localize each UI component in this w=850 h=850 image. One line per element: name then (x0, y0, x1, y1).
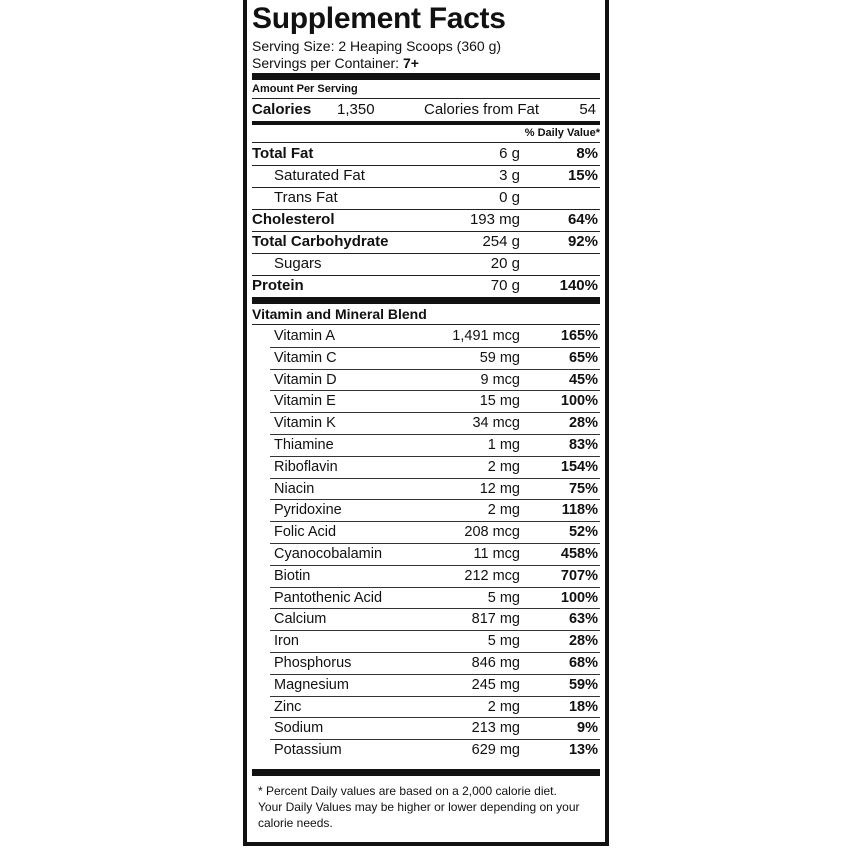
vitamin-daily-value: 165% (560, 328, 598, 344)
vitamin-name: Thiamine (274, 437, 334, 453)
vitamin-daily-value: 75% (568, 480, 598, 497)
thick-divider-top (252, 73, 600, 80)
vitamin-amount: 11 mcg (473, 546, 520, 562)
nutrient-row-sugars (252, 253, 600, 275)
blend-title: Vitamin and Mineral Blend (252, 306, 427, 322)
vitamin-daily-value: 45% (568, 371, 598, 388)
vitamin-name: Vitamin E (274, 393, 336, 410)
nutrient-amount: 3 g (499, 167, 520, 184)
vitamin-row (252, 608, 600, 630)
vitamin-amount: 59 mg (479, 349, 520, 366)
vitamin-name: Biotin (274, 567, 311, 584)
nutrient-name: Protein (252, 277, 304, 294)
supplement-facts-panel (243, 0, 609, 846)
vitamin-amount: 2 mg (487, 502, 520, 519)
nutrient-amount: 6 g (499, 145, 520, 162)
footnote-line-3: calorie needs. (258, 816, 333, 830)
vitamin-name: Vitamin C (274, 349, 337, 366)
nutrient-name: Trans Fat (274, 189, 338, 206)
daily-value-header: % Daily Value* (524, 127, 600, 139)
panel-inner (252, 0, 600, 842)
serving-size: Serving Size: 2 Heaping Scoops (360 g) (252, 38, 502, 54)
vitamin-row (252, 630, 600, 652)
vitamin-name: Zinc (274, 698, 302, 715)
servings-value: 7+ (402, 55, 419, 71)
vitamin-row (252, 499, 600, 521)
vitamin-daily-value: 458% (560, 546, 598, 562)
nutrient-daily-value: 15% (567, 167, 598, 184)
vitamin-daily-value: 63% (568, 611, 598, 628)
vitamin-row (252, 325, 600, 347)
nutrient-daily-value: 8% (576, 145, 598, 162)
nutrient-name: Sugars (274, 255, 322, 272)
vitamin-daily-value: 100% (560, 393, 598, 410)
vitamin-row (252, 739, 600, 761)
vitamin-row (252, 587, 600, 609)
nutrient-amount: 193 mg (469, 211, 520, 228)
amount-per-serving: Amount Per Serving (252, 83, 358, 95)
nutrient-daily-value: 140% (559, 277, 598, 294)
vitamin-daily-value: 52% (568, 524, 598, 541)
vitamin-row (252, 412, 600, 434)
vitamin-row (252, 717, 600, 739)
vitamin-daily-value: 18% (568, 698, 598, 715)
nutrient-amount: 0 g (499, 189, 520, 206)
vitamin-name: Vitamin D (274, 371, 337, 388)
nutrient-row-saturated-fat (252, 165, 600, 187)
vitamin-daily-value: 59% (568, 676, 598, 693)
vitamin-row (252, 674, 600, 696)
nutrient-row-trans-fat (252, 187, 600, 209)
vitamin-name: Cyanocobalamin (274, 546, 383, 562)
vitamin-amount: 212 mcg (464, 567, 520, 584)
vitamin-amount: 1,491 mcg (452, 328, 520, 344)
vitamin-row (252, 347, 600, 369)
vitamin-name: Pantothenic Acid (274, 589, 383, 606)
vitamin-name: Folic Acid (274, 524, 337, 541)
vitamin-amount: 2 mg (487, 458, 520, 475)
nutrient-row-total-carbohydrate (252, 231, 600, 253)
servings-label: Servings per Container: (252, 55, 400, 71)
vitamin-amount: 5 mg (487, 633, 520, 650)
vitamin-amount: 2 mg (487, 698, 520, 715)
vitamin-name: Calcium (274, 611, 327, 628)
vitamin-amount: 817 mg (471, 611, 520, 628)
nutrient-name: Cholesterol (252, 211, 335, 228)
calories-label: Calories (252, 101, 312, 118)
vitamin-amount: 245 mg (471, 676, 520, 693)
vitamin-daily-value: 65% (568, 349, 598, 366)
vitamin-name: Sodium (274, 720, 324, 737)
vitamin-row (252, 521, 600, 543)
nutrient-row-cholesterol (252, 209, 600, 231)
calories-row (252, 100, 600, 120)
vitamin-amount: 208 mcg (464, 524, 520, 541)
vitamin-daily-value: 154% (560, 458, 598, 475)
servings-per-container (252, 55, 419, 72)
thick-divider-middle (252, 297, 600, 304)
nutrient-daily-value: 92% (567, 233, 598, 250)
vitamin-daily-value: 83% (568, 437, 598, 453)
vitamin-daily-value: 68% (568, 655, 598, 671)
vitamin-name: Vitamin A (274, 328, 335, 344)
vitamin-row (252, 652, 600, 674)
vitamin-daily-value: 9% (577, 720, 598, 737)
vitamin-name: Potassium (274, 742, 342, 759)
footnote-line-2: Your Daily Values may be higher or lower depending on your (258, 800, 580, 814)
vitamin-name: Phosphorus (274, 655, 352, 671)
vitamin-amount: 15 mg (479, 393, 520, 410)
vitamin-daily-value: 100% (560, 589, 598, 606)
nutrient-name: Total Carbohydrate (252, 233, 389, 250)
vitamin-row (252, 543, 600, 565)
nutrient-amount: 70 g (490, 277, 520, 294)
vitamin-daily-value: 28% (568, 633, 598, 650)
vitamin-row (252, 478, 600, 500)
nutrient-amount: 20 g (490, 255, 520, 272)
calories-from-fat-value: 54 (579, 101, 596, 118)
divider (252, 98, 600, 99)
vitamin-row (252, 369, 600, 391)
thick-divider-bottom (252, 769, 600, 776)
nutrient-amount: 254 g (482, 233, 520, 250)
vitamin-amount: 1 mg (487, 437, 520, 453)
vitamin-amount: 9 mcg (480, 371, 520, 388)
nutrient-row-total-fat (252, 143, 600, 165)
vitamin-row (252, 456, 600, 478)
nutrient-row-protein (252, 275, 600, 297)
panel-title: Supplement Facts (252, 2, 506, 35)
vitamin-amount: 629 mg (471, 742, 520, 759)
vitamin-daily-value: 28% (568, 415, 598, 432)
vitamin-row (252, 390, 600, 412)
nutrient-name: Saturated Fat (274, 167, 365, 184)
vitamin-amount: 213 mg (471, 720, 520, 737)
nutrient-name: Total Fat (252, 145, 314, 162)
vitamin-row (252, 434, 600, 456)
vitamin-name: Iron (274, 633, 299, 650)
vitamin-amount: 5 mg (487, 589, 520, 606)
vitamin-daily-value: 707% (560, 567, 598, 584)
vitamin-amount: 34 mcg (472, 415, 520, 432)
vitamin-name: Pyridoxine (274, 502, 342, 519)
vitamin-amount: 846 mg (471, 655, 520, 671)
vitamin-daily-value: 13% (568, 742, 598, 759)
calories-from-fat-label: Calories from Fat (424, 101, 540, 118)
vitamin-name: Magnesium (274, 676, 349, 693)
vitamin-amount: 12 mg (479, 480, 520, 497)
calories-value: 1,350 (337, 101, 375, 118)
medium-divider (252, 121, 600, 125)
vitamin-name: Riboflavin (274, 458, 338, 475)
nutrient-daily-value: 64% (567, 211, 598, 228)
footnote (258, 783, 594, 831)
footnote-line-1: * Percent Daily values are based on a 2,000 calorie diet. (258, 784, 557, 798)
vitamin-row (252, 565, 600, 587)
vitamin-name: Niacin (274, 480, 315, 497)
vitamin-daily-value: 118% (561, 502, 598, 519)
vitamin-name: Vitamin K (274, 415, 336, 432)
vitamin-row (252, 696, 600, 718)
